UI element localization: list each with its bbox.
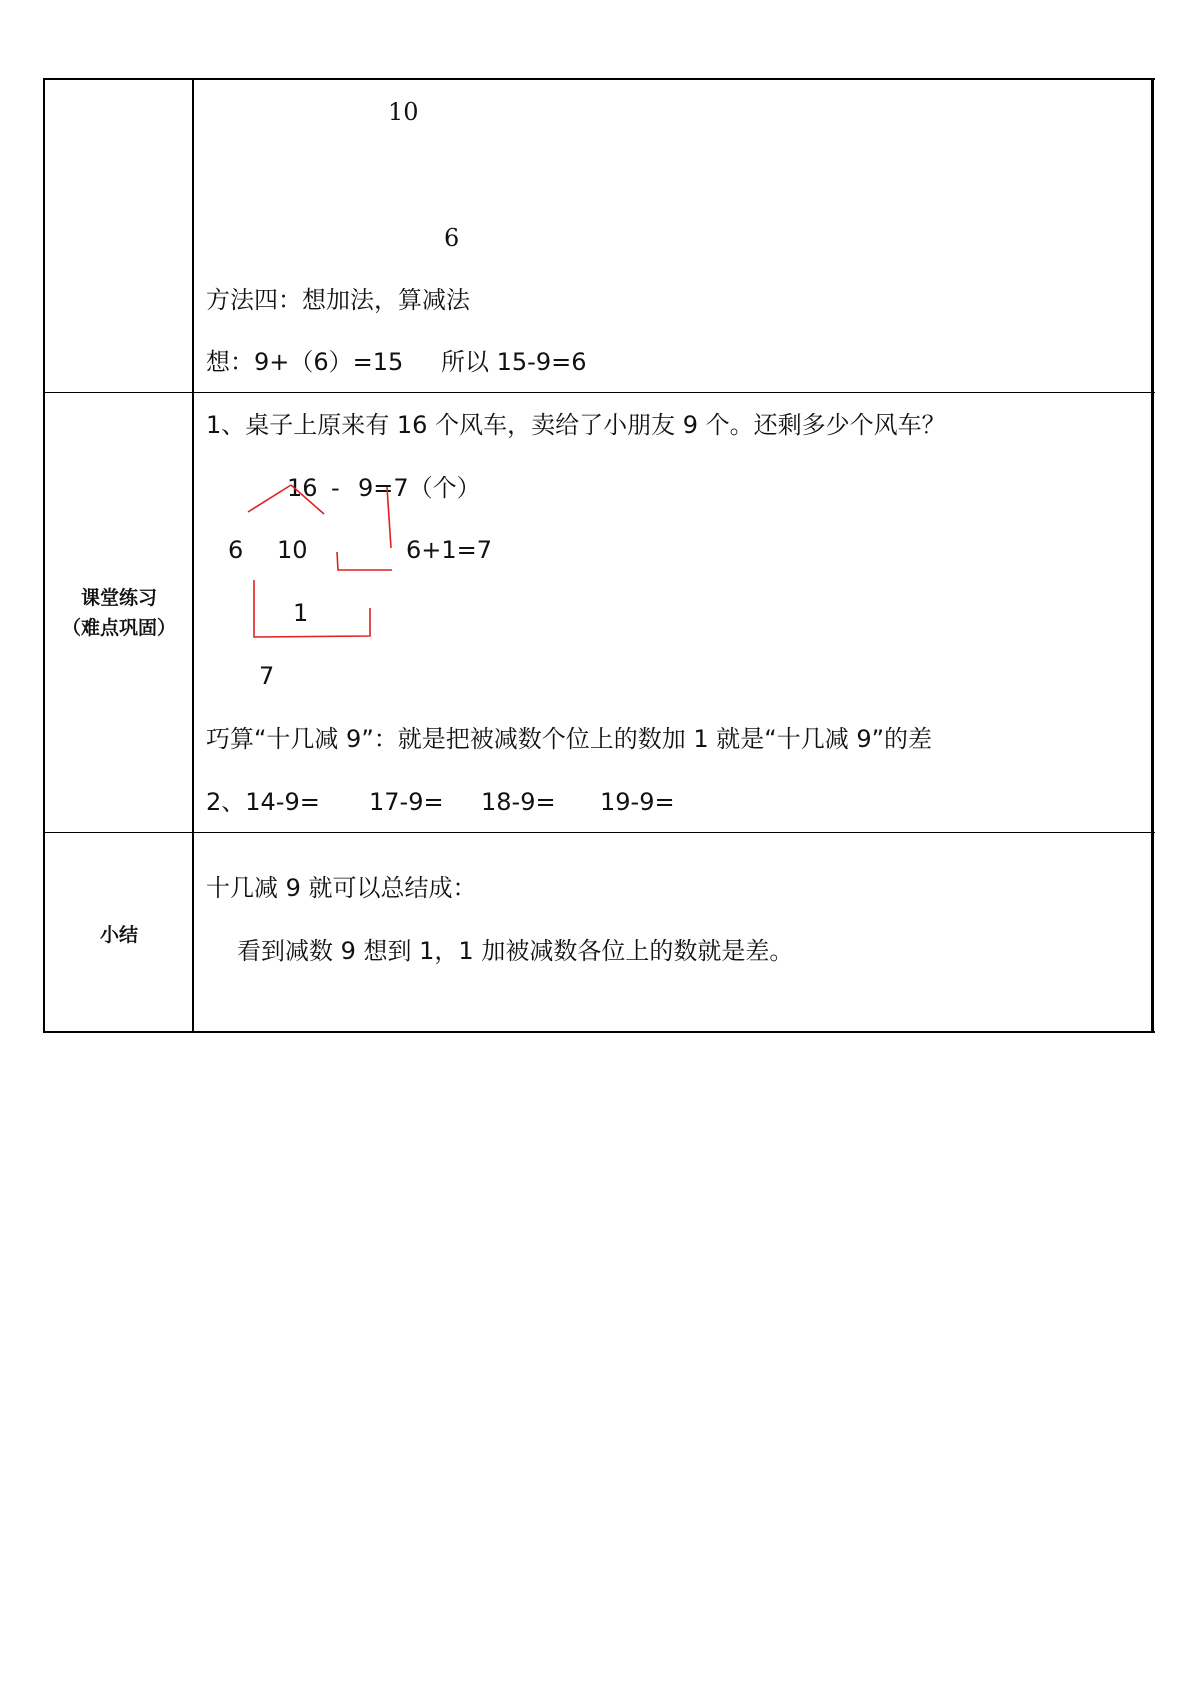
method-four-conclusion: 所以 15-9=6: [441, 348, 587, 376]
summary-line1: 十几减 9 就可以总结成：: [206, 874, 477, 902]
word-problem: 1、桌子上原来有 16 个风车，卖给了小朋友 9 个。还剩多少个风车？: [206, 411, 946, 439]
exercise-4: 19-9=: [600, 788, 675, 816]
exercise-2: 17-9=: [369, 788, 444, 816]
equation-minuend: 16: [287, 474, 318, 502]
practice-label-line1: 课堂练习: [80, 587, 157, 609]
split-ten: 10: [277, 536, 308, 564]
small-bracket: [337, 552, 392, 570]
practice-label-line2: （难点巩固）: [61, 617, 176, 639]
method-four-title: 方法四：想加法，算减法: [206, 286, 470, 314]
summary-line2: 看到减数 9 想到 1，1 加被减数各位上的数就是差。: [237, 937, 794, 965]
method-four-think: 想：9+（6）=15: [206, 348, 404, 376]
exercise-3: 18-9=: [481, 788, 556, 816]
split-six: 6: [228, 536, 244, 564]
number-seven: 7: [259, 662, 275, 690]
equation-minus: -: [331, 474, 340, 502]
summary-label: 小结: [99, 924, 138, 946]
bottom-bracket: [254, 580, 370, 637]
number-ten: 10: [388, 98, 419, 126]
number-six: 6: [444, 224, 460, 252]
sum-equation: 6+1=7: [406, 536, 493, 564]
split-line-left: [248, 485, 291, 512]
number-one: 1: [293, 599, 309, 627]
exercise-1: 2、14-9=: [206, 788, 320, 816]
quick-calc-tip: 巧算“十几减 9”：就是把被减数个位上的数加 1 就是“十几减 9”的差: [206, 725, 933, 753]
split-line-right: [291, 485, 324, 514]
equation-result: 9=7（个）: [358, 474, 481, 502]
seven-bracket-vertical: [387, 487, 391, 548]
